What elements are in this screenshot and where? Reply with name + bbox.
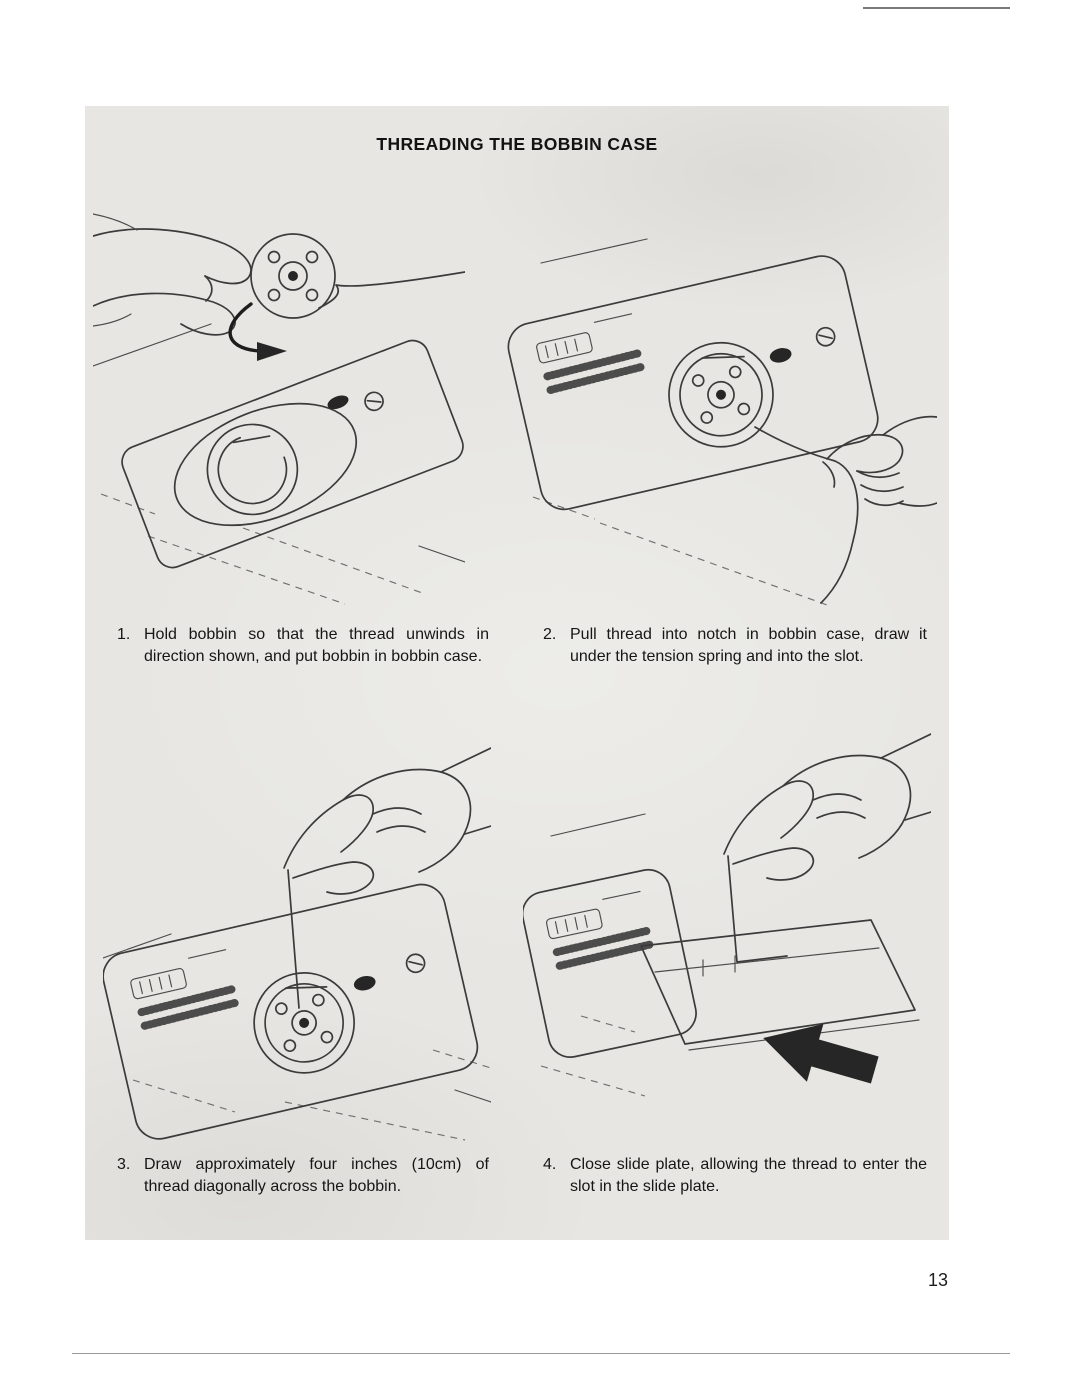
page-title: THREADING THE BOBBIN CASE bbox=[376, 134, 658, 154]
hand bbox=[823, 417, 937, 506]
step-1-text: Hold bobbin so that the thread unwinds in direction shown, and put bobbin in bobbin case. bbox=[144, 626, 489, 666]
bed-plate bbox=[505, 251, 883, 514]
hand bbox=[284, 748, 491, 894]
scanned-region bbox=[85, 106, 949, 1240]
bottom-rule bbox=[72, 1353, 1010, 1354]
page-number: 13 bbox=[928, 1270, 949, 1290]
step-3-number: 3. bbox=[117, 1156, 131, 1173]
step-4-number: 4. bbox=[543, 1156, 557, 1173]
figure-step-4-close-slide-plate bbox=[523, 714, 931, 1146]
hand bbox=[93, 214, 251, 335]
thread bbox=[728, 856, 787, 962]
hand bbox=[724, 734, 931, 880]
close-direction-arrow bbox=[755, 1009, 883, 1099]
figure-step-1-hand-inserting-bobbin bbox=[93, 184, 465, 614]
step-3-text: Draw approximately four inches (10cm) of thread diagonally across the bobbin. bbox=[144, 1156, 489, 1196]
plate-markings bbox=[544, 891, 652, 966]
step-4-caption bbox=[543, 1154, 927, 1198]
figure-step-3-thread-across-bobbin bbox=[103, 718, 491, 1146]
top-right-rule bbox=[863, 7, 1010, 9]
step-2-number: 2. bbox=[543, 626, 557, 643]
step-2-text: Pull thread into notch in bobbin case, draw it under the tension spring and into the slot. bbox=[570, 626, 927, 666]
step-3-caption bbox=[117, 1154, 489, 1198]
needle-plate bbox=[117, 336, 465, 572]
thread bbox=[319, 272, 465, 308]
step-4-text: Close slide plate, allowing the thread to enter the slot in the slide plate. bbox=[570, 1156, 927, 1196]
plate-markings bbox=[128, 950, 238, 1027]
direction-arrow bbox=[230, 304, 287, 361]
slide-plate bbox=[641, 920, 919, 1050]
step-1-caption bbox=[117, 624, 489, 668]
step-1-number: 1. bbox=[117, 626, 131, 643]
step-2-caption bbox=[543, 624, 927, 668]
plate-markings bbox=[534, 314, 644, 391]
figure-step-2-pull-thread bbox=[505, 221, 937, 619]
bed-plate bbox=[523, 866, 700, 1062]
